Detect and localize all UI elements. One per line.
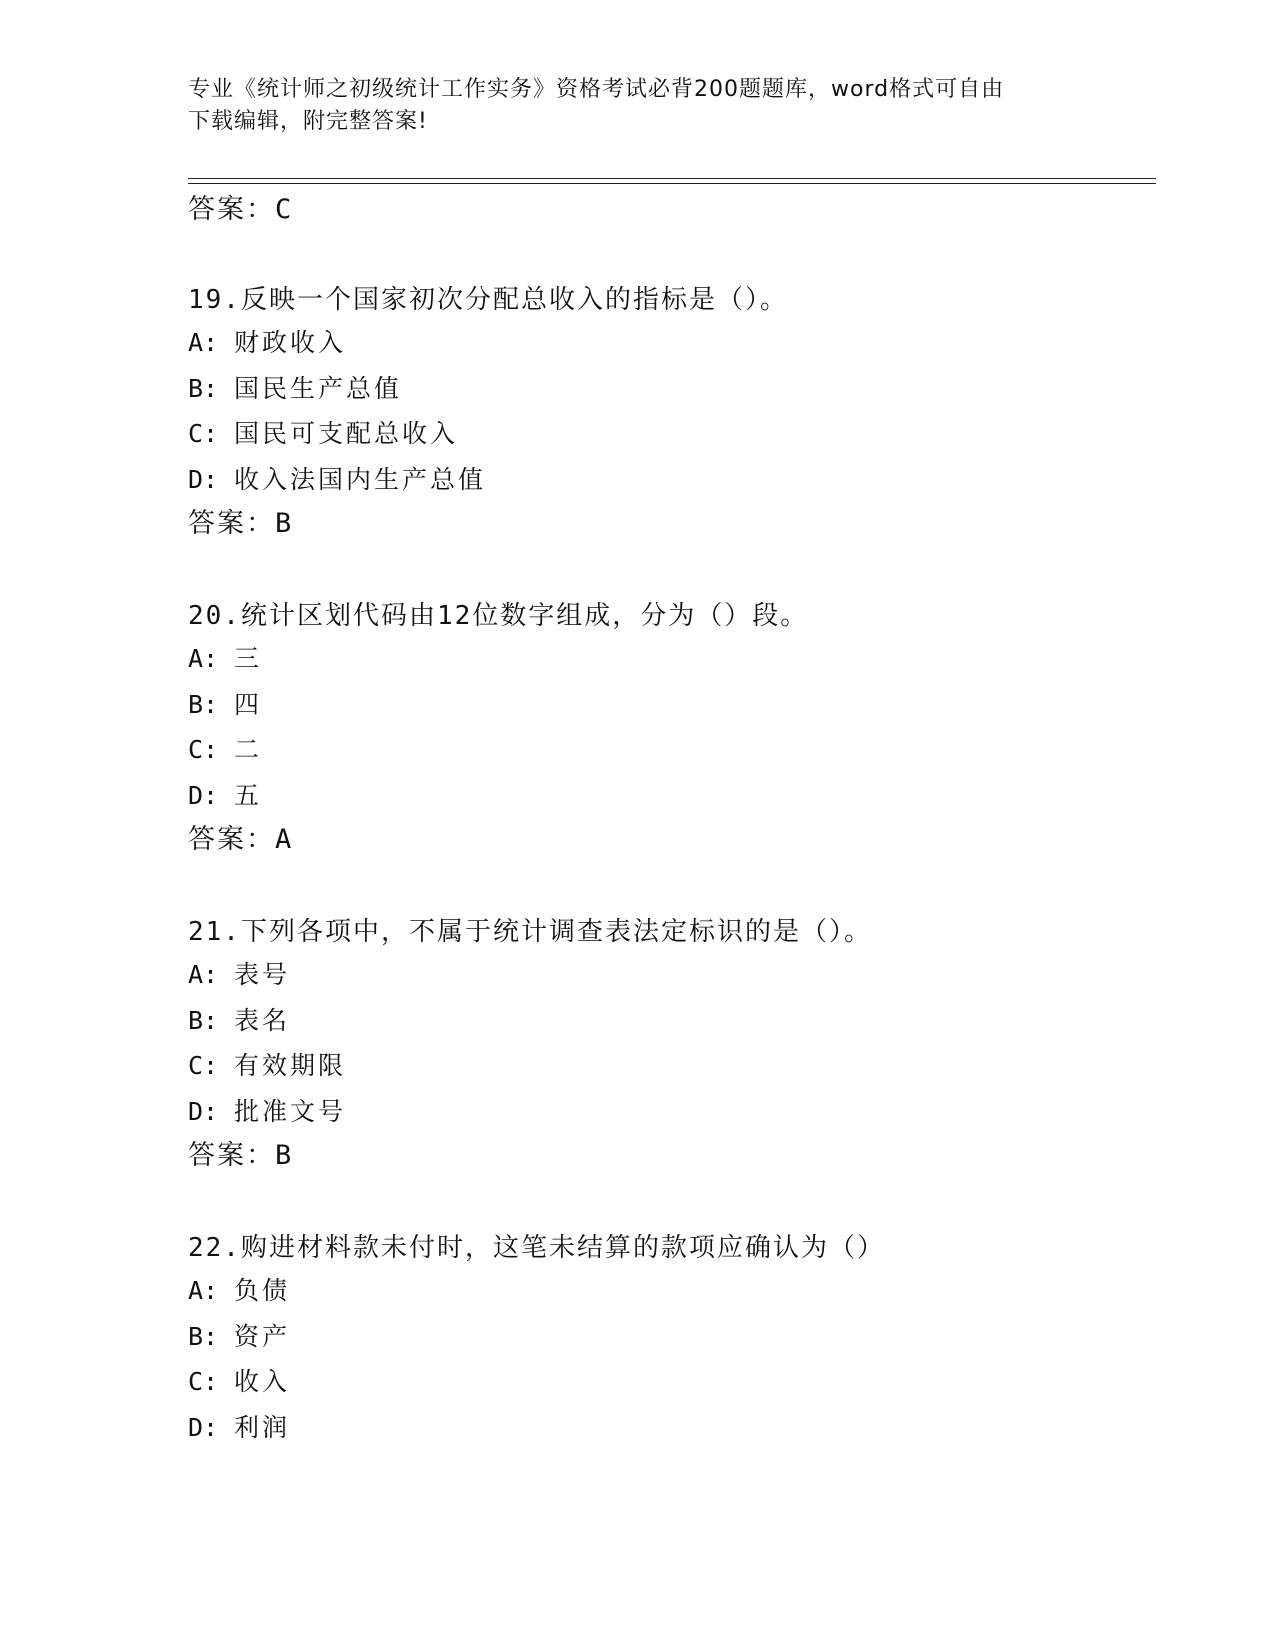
option-d (188, 1405, 1156, 1451)
header-divider-bottom (188, 183, 1156, 184)
option-text: 五 (234, 780, 263, 810)
header-line-1: 专业《统计师之初级统计工作实务》资格考试必背200题题库，word格式可自由 (188, 77, 1005, 102)
question-stem: 20.统计区划代码由12位数字组成，分为（）段。 (188, 601, 809, 631)
answer-label: 答案： (188, 508, 275, 539)
option-letter: D: (188, 780, 219, 810)
option-letter: C: (188, 1051, 219, 1080)
option-a (188, 952, 1156, 998)
header-line-2: 下载编辑，附完整答案! (188, 109, 428, 134)
option-letter: A: (188, 1276, 219, 1305)
answer-value: B (275, 508, 292, 539)
option-letter: B: (188, 689, 219, 719)
option-letter: D: (188, 1096, 219, 1126)
question-stem: 19.反映一个国家初次分配总收入的指标是（）。 (188, 285, 788, 315)
option-text: 有效期限 (234, 1051, 347, 1080)
option-text: 三 (234, 644, 263, 673)
option-letter: A: (188, 328, 219, 357)
question-answer (188, 818, 1156, 862)
option-c (188, 411, 1156, 457)
option-d (188, 1089, 1156, 1135)
option-letter: C: (188, 1367, 219, 1396)
answer-value: B (275, 1140, 292, 1171)
option-b (188, 998, 1156, 1044)
answer-label: 答案： (188, 194, 275, 225)
header-divider-top (188, 178, 1156, 179)
document-header (188, 74, 1068, 138)
option-b (188, 366, 1156, 412)
option-letter: A: (188, 960, 219, 989)
option-text: 资产 (234, 1321, 291, 1351)
option-letter: B: (188, 373, 219, 403)
option-text: 二 (234, 735, 263, 764)
option-text: 负债 (234, 1276, 291, 1305)
option-c (188, 727, 1156, 773)
question-20 (188, 596, 1156, 862)
option-b (188, 682, 1156, 728)
option-d (188, 457, 1156, 503)
option-text: 利润 (234, 1412, 291, 1442)
option-text: 国民可支配总收入 (234, 419, 459, 448)
option-letter: D: (188, 464, 219, 494)
option-text: 四 (234, 689, 263, 719)
question-list (188, 190, 1156, 1450)
answer-label: 答案： (188, 1140, 275, 1171)
option-text: 收入法国内生产总值 (234, 464, 487, 494)
option-letter: D: (188, 1412, 219, 1442)
option-letter: C: (188, 735, 219, 764)
option-letter: A: (188, 644, 219, 673)
option-c (188, 1043, 1156, 1089)
option-a (188, 1268, 1156, 1314)
option-c (188, 1359, 1156, 1405)
option-letter: B: (188, 1005, 219, 1035)
question-19 (188, 280, 1156, 546)
option-text: 财政收入 (234, 328, 347, 357)
question-21 (188, 912, 1156, 1178)
option-a (188, 636, 1156, 682)
question-answer (188, 1134, 1156, 1178)
question-answer (188, 502, 1156, 546)
answer-value: C (275, 194, 292, 225)
previous-answer (188, 190, 1156, 230)
question-stem: 22.购进材料款未付时，这笔未结算的款项应确认为（） (188, 1233, 885, 1263)
answer-label: 答案： (188, 824, 275, 855)
option-text: 国民生产总值 (234, 373, 403, 403)
question-stem: 21.下列各项中，不属于统计调查表法定标识的是（）。 (188, 917, 872, 947)
option-d (188, 773, 1156, 819)
option-text: 收入 (234, 1367, 291, 1396)
question-22 (188, 1228, 1156, 1450)
option-b (188, 1314, 1156, 1360)
option-text: 批准文号 (234, 1096, 347, 1126)
option-letter: C: (188, 419, 219, 448)
option-a (188, 320, 1156, 366)
option-letter: B: (188, 1321, 219, 1351)
option-text: 表号 (234, 960, 291, 989)
option-text: 表名 (234, 1005, 291, 1035)
answer-value: A (275, 824, 292, 855)
